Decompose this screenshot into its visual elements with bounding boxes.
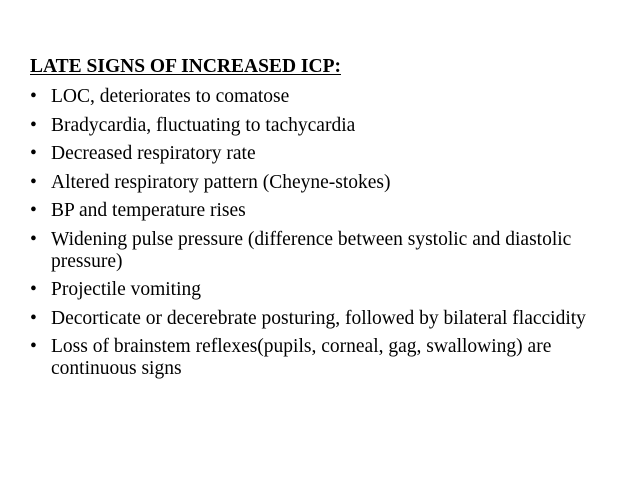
list-item-text: BP and temperature rises: [51, 200, 246, 221]
bullet-icon: •: [30, 228, 37, 250]
list-item: [30, 229, 620, 273]
list-item-text: Altered respiratory pattern (Cheyne-stokes): [51, 171, 391, 193]
bullet-icon: •: [30, 307, 37, 329]
bullet-icon: •: [30, 200, 37, 221]
list-item-text: Loss of brainstem reflexes(pupils, corneal, gag, swallowing) are continuous signs: [51, 336, 552, 379]
list-item: [30, 200, 620, 222]
list-item-text: LOC, deteriorates to comatose: [51, 86, 290, 107]
bullet-icon: •: [30, 279, 37, 300]
bullet-icon: •: [30, 114, 37, 136]
list-item: [30, 143, 620, 165]
list-item: [30, 172, 620, 194]
bullet-icon: •: [30, 171, 37, 193]
list-item-text: Projectile vomiting: [51, 279, 202, 300]
list-item: [30, 279, 620, 301]
list-item-text: Widening pulse pressure (difference between systolic and diastolic pressure): [51, 228, 572, 272]
list-item: [30, 308, 620, 330]
bullet-list: [30, 86, 620, 387]
list-item: [30, 86, 620, 108]
list-item: [30, 115, 620, 137]
list-item-text: Decreased respiratory rate: [51, 143, 256, 164]
bullet-icon: •: [30, 336, 37, 357]
bullet-icon: •: [30, 86, 37, 107]
list-item-text: Bradycardia, fluctuating to tachycardia: [51, 114, 356, 136]
list-item: [30, 336, 620, 380]
list-item-text: Decorticate or decerebrate posturing, followed by bilateral flaccidity: [51, 307, 586, 329]
bullet-icon: •: [30, 143, 37, 164]
slide-heading: LATE SIGNS OF INCREASED ICP:: [30, 56, 341, 77]
